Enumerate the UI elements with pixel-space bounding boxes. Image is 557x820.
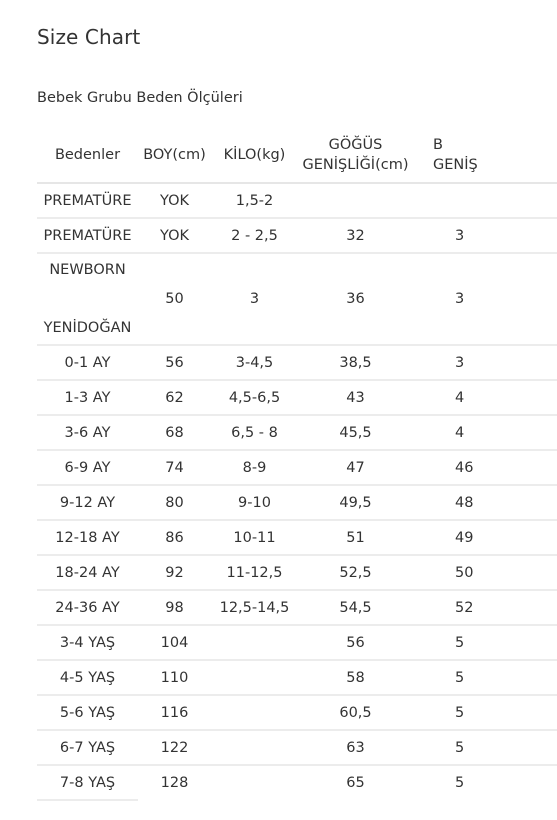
size-label: 3-4 YAŞ bbox=[59, 634, 116, 651]
size-cell bbox=[37, 380, 138, 415]
size-label: 24-36 AY bbox=[55, 599, 120, 616]
table-row bbox=[37, 380, 557, 415]
header-label: Bedenler bbox=[54, 147, 121, 163]
header-label: GÖĞÜS bbox=[328, 137, 383, 153]
waist-width-cell: 52 bbox=[413, 590, 557, 625]
size-cell bbox=[37, 730, 138, 765]
waist-width-cell: 5 bbox=[455, 775, 465, 791]
chest-width-cell: 38,5 bbox=[298, 345, 413, 380]
size-label: 3-6 AY bbox=[64, 424, 111, 441]
height-cell: 104 bbox=[138, 625, 211, 660]
size-label: 12-18 AY bbox=[55, 529, 120, 546]
size-label: PREMATÜRE bbox=[43, 227, 132, 244]
size-cell bbox=[37, 590, 138, 625]
chest-width-cell: 65 bbox=[346, 775, 365, 791]
waist-width-cell: 4 bbox=[413, 380, 557, 415]
height-cell: 74 bbox=[138, 450, 211, 485]
weight-cell: 3 bbox=[211, 253, 298, 345]
table-row bbox=[37, 625, 557, 660]
weight-cell: 3-4,5 bbox=[211, 345, 298, 380]
weight-cell: 6,5 - 8 bbox=[211, 415, 298, 450]
header-weight bbox=[211, 128, 298, 183]
size-label: 4-5 YAŞ bbox=[59, 669, 116, 686]
weight-cell: 1,5-2 bbox=[211, 183, 298, 218]
waist-width-cell: 48 bbox=[413, 485, 557, 520]
height-cell: 56 bbox=[138, 345, 211, 380]
height-cell: 68 bbox=[138, 415, 211, 450]
header-height bbox=[138, 128, 211, 183]
table-row bbox=[37, 485, 557, 520]
table-header-row bbox=[37, 128, 557, 183]
table-row bbox=[37, 415, 557, 450]
waist-width-cell: 3 bbox=[413, 218, 557, 253]
chest-width-cell: 49,5 bbox=[298, 485, 413, 520]
size-cell bbox=[37, 183, 138, 218]
chest-width-cell bbox=[298, 183, 413, 218]
height-cell: 80 bbox=[138, 485, 211, 520]
size-cell bbox=[37, 555, 138, 590]
size-cell bbox=[37, 218, 138, 253]
height-cell: 50 bbox=[138, 253, 211, 345]
header-label: GENİŞ bbox=[433, 157, 478, 173]
table-row bbox=[37, 183, 557, 218]
waist-width-cell: 3 bbox=[413, 253, 557, 345]
weight-cell bbox=[211, 765, 298, 800]
chest-width-cell: 54,5 bbox=[298, 590, 413, 625]
chest-width-cell: 36 bbox=[298, 253, 413, 345]
weight-cell: 8-9 bbox=[211, 450, 298, 485]
height-cell: 122 bbox=[138, 730, 211, 765]
chest-width-cell: 47 bbox=[298, 450, 413, 485]
waist-width-cell: 5 bbox=[413, 660, 557, 695]
weight-cell bbox=[211, 730, 298, 765]
size-cell bbox=[37, 345, 138, 380]
waist-width-cell: 49 bbox=[413, 520, 557, 555]
size-cell bbox=[37, 450, 138, 485]
size-label: 1-3 AY bbox=[64, 389, 111, 406]
waist-width-cell: 5 bbox=[413, 730, 557, 765]
size-label: 6-7 YAŞ bbox=[59, 739, 116, 756]
weight-cell: 9-10 bbox=[211, 485, 298, 520]
size-cell bbox=[37, 485, 138, 520]
size-chart-table bbox=[37, 128, 557, 801]
waist-width-cell: 46 bbox=[413, 450, 557, 485]
size-label: 0-1 AY bbox=[64, 354, 111, 371]
table-body bbox=[37, 183, 557, 800]
chest-width-cell: 51 bbox=[298, 520, 413, 555]
table-row bbox=[37, 218, 557, 253]
weight-cell: 2 - 2,5 bbox=[211, 218, 298, 253]
size-cell bbox=[37, 695, 138, 730]
weight-cell bbox=[211, 695, 298, 730]
chest-width-cell: 32 bbox=[298, 218, 413, 253]
size-label: 6-9 AY bbox=[64, 459, 111, 476]
page-title: Size Chart bbox=[37, 25, 141, 49]
header-waist-width bbox=[413, 128, 557, 183]
size-table-scroll-area[interactable] bbox=[37, 128, 478, 820]
table-row bbox=[37, 695, 557, 730]
size-table-subtitle: Bebek Grubu Beden Ölçüleri bbox=[37, 90, 243, 106]
waist-width-cell: 3 bbox=[413, 345, 557, 380]
height-cell: YOK bbox=[138, 183, 211, 218]
header-chest-width bbox=[298, 128, 413, 183]
weight-cell: 11-12,5 bbox=[211, 555, 298, 590]
height-cell: YOK bbox=[138, 218, 211, 253]
height-cell: 62 bbox=[138, 380, 211, 415]
table-row bbox=[37, 590, 557, 625]
height-cell: 92 bbox=[138, 555, 211, 590]
height-cell: 128 bbox=[160, 775, 189, 791]
table-row bbox=[37, 660, 557, 695]
chest-width-cell: 45,5 bbox=[298, 415, 413, 450]
table-row bbox=[37, 345, 557, 380]
weight-cell: 10-11 bbox=[211, 520, 298, 555]
size-label: YENİDOĞAN bbox=[43, 320, 132, 336]
weight-cell bbox=[211, 660, 298, 695]
size-label: NEWBORN bbox=[49, 262, 126, 278]
chest-width-cell: 63 bbox=[298, 730, 413, 765]
table-row bbox=[37, 730, 557, 765]
size-label: PREMATÜRE bbox=[43, 192, 132, 209]
height-cell: 98 bbox=[138, 590, 211, 625]
size-cell bbox=[37, 660, 138, 695]
size-cell bbox=[37, 625, 138, 660]
weight-cell: 12,5-14,5 bbox=[211, 590, 298, 625]
size-cell bbox=[37, 520, 138, 555]
header-label: B bbox=[433, 137, 443, 153]
waist-width-cell: 4 bbox=[413, 415, 557, 450]
chest-width-cell: 52,5 bbox=[298, 555, 413, 590]
height-cell: 86 bbox=[138, 520, 211, 555]
table-row bbox=[37, 253, 557, 345]
chest-width-cell: 56 bbox=[298, 625, 413, 660]
height-cell: 110 bbox=[138, 660, 211, 695]
size-label: 7-8 YAŞ bbox=[59, 774, 116, 791]
chest-width-cell: 58 bbox=[298, 660, 413, 695]
size-cell bbox=[37, 765, 138, 800]
size-label: 9-12 AY bbox=[59, 494, 116, 511]
size-label: 18-24 AY bbox=[55, 564, 120, 581]
table-row bbox=[37, 765, 557, 800]
waist-width-cell: 5 bbox=[413, 625, 557, 660]
table-row bbox=[37, 450, 557, 485]
waist-width-cell: 50 bbox=[413, 555, 557, 590]
size-cell bbox=[37, 253, 138, 345]
size-label: 5-6 YAŞ bbox=[59, 704, 116, 721]
waist-width-cell bbox=[413, 183, 557, 218]
waist-width-cell: 5 bbox=[413, 695, 557, 730]
header-label: GENİŞLİĞİ(cm) bbox=[302, 157, 409, 173]
header-label: BOY(cm) bbox=[143, 147, 206, 163]
height-cell: 116 bbox=[138, 695, 211, 730]
weight-cell: 4,5-6,5 bbox=[211, 380, 298, 415]
weight-cell bbox=[211, 625, 298, 660]
chest-width-cell: 43 bbox=[298, 380, 413, 415]
chest-width-cell: 60,5 bbox=[298, 695, 413, 730]
table-row bbox=[37, 520, 557, 555]
size-cell bbox=[37, 415, 138, 450]
header-sizes bbox=[37, 128, 138, 183]
table-row bbox=[37, 555, 557, 590]
header-label: KİLO(kg) bbox=[223, 147, 286, 163]
